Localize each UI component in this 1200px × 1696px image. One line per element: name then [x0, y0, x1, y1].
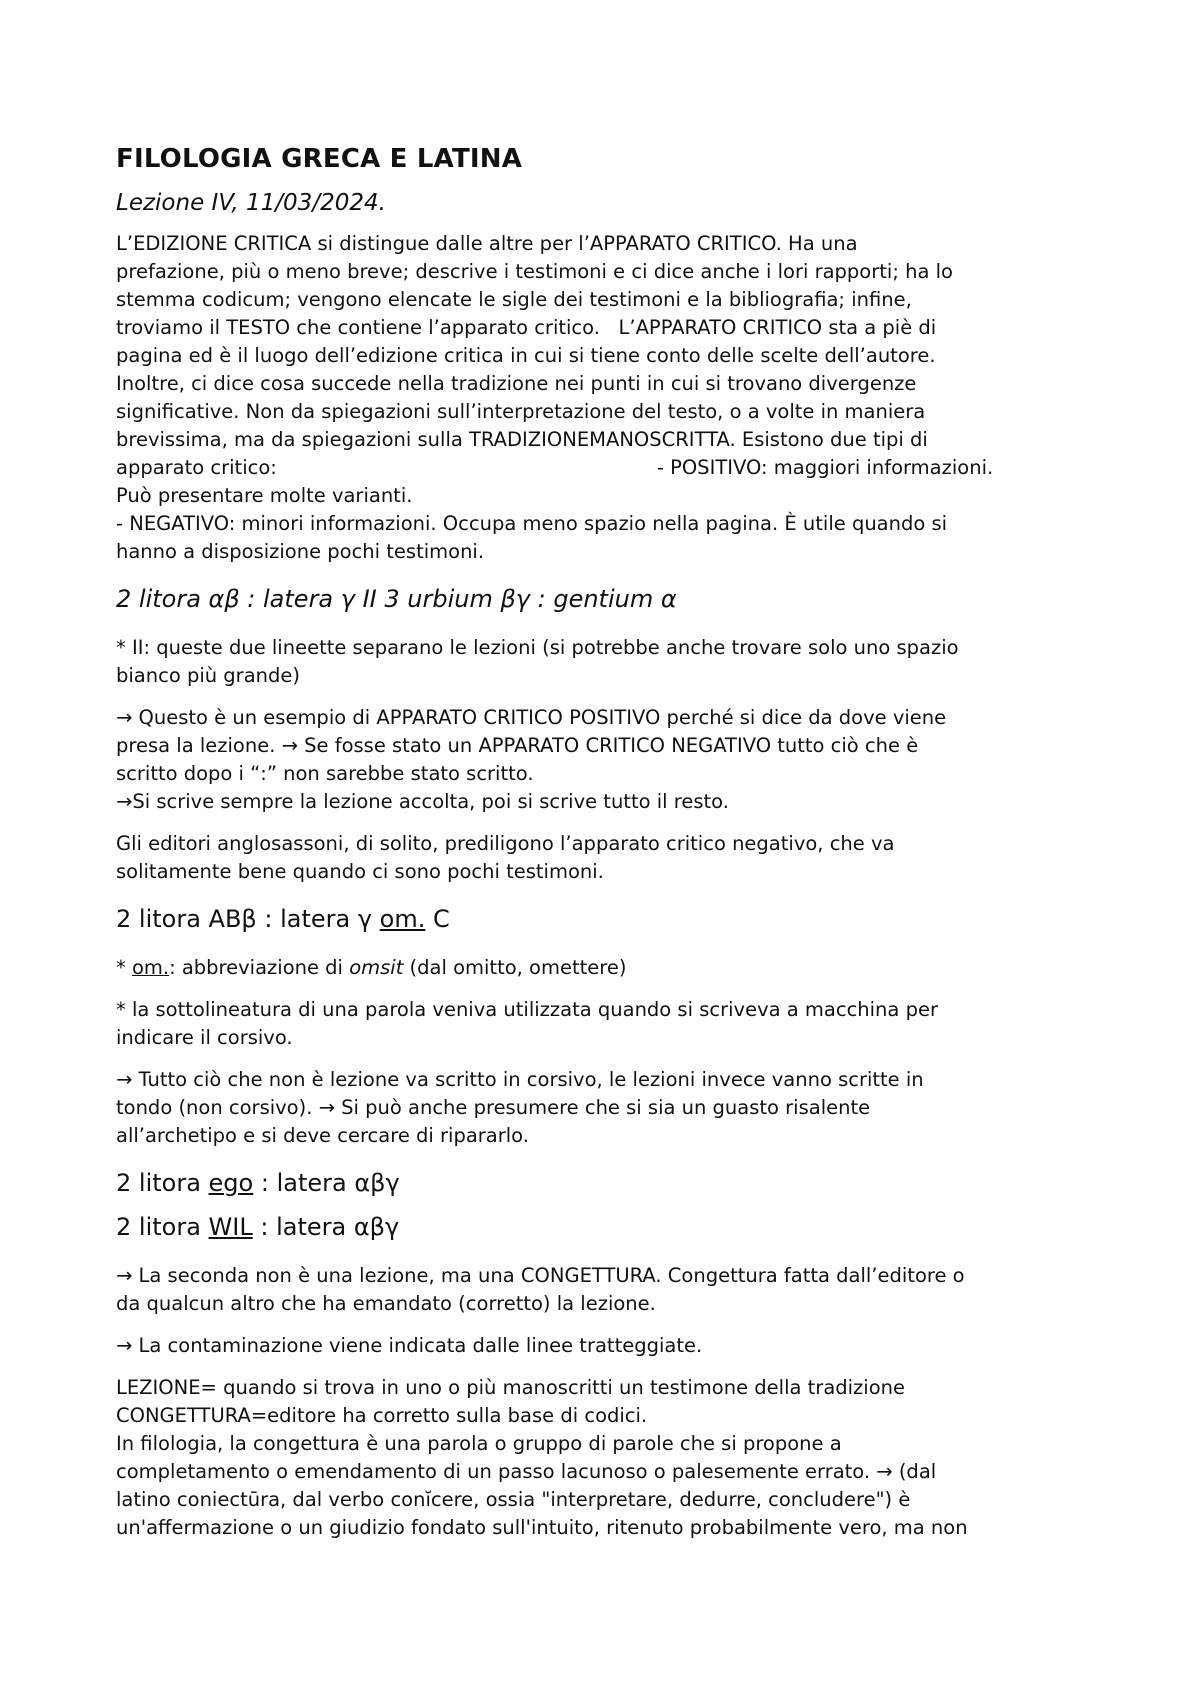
apparatus-example-2	[116, 904, 1096, 934]
note-underlined: om.	[131, 956, 170, 979]
arrow-paragraph-contamination	[116, 1332, 1096, 1360]
text-line: * la sottolineatura di una parola veniva utilizzata quando si scriveva a macchina per	[116, 998, 938, 1021]
text-line: stemma codicum; vengono elencate le sigle dei testimoni e la bibliografia; infine,	[116, 288, 912, 311]
definitions-paragraph	[116, 1374, 1096, 1542]
text-line: Può presentare molte varianti.	[116, 484, 413, 507]
note-star: *	[116, 956, 132, 979]
formula-underlined: WIL	[208, 1213, 253, 1241]
intro-paragraph	[116, 230, 1096, 566]
note-om	[116, 954, 1096, 982]
document-title: FILOLOGIA GRECA E LATINA	[116, 144, 523, 174]
text-line: Inoltre, ci dice cosa succede nella tradizione nei punti in cui si trovano divergenze	[116, 372, 917, 395]
note-text: (dal omitto, omettere)	[403, 956, 627, 979]
text-line: pagina ed è il luogo dell’edizione critica in cui si tiene conto delle scelte dell’autore.	[116, 344, 936, 367]
text-line: troviamo il TESTO che contiene l’apparato critico. L’APPARATO CRITICO sta a piè di	[116, 316, 937, 339]
text-line: → La contaminazione viene indicata dalle linee tratteggiate.	[116, 1334, 703, 1357]
text-line: In filologia, la congettura è una parola o gruppo di parole che si propone a	[116, 1432, 842, 1455]
text-line: →Si scrive sempre la lezione accolta, poi si scrive tutto il resto.	[116, 790, 729, 813]
text-line: → La seconda non è una lezione, ma una CONGETTURA. Congettura fatta dall’editore o	[116, 1264, 965, 1287]
formula-underlined: om.	[379, 905, 426, 933]
text-line: presa la lezione. → Se fosse stato un APPARATO CRITICO NEGATIVO tutto ciò che è	[116, 734, 919, 757]
formula-text: 2 litora	[116, 1169, 209, 1197]
formula-underlined: ego	[208, 1169, 254, 1197]
lesson-heading: Lezione IV, 11/03/2024.	[116, 190, 386, 216]
text-line: hanno a disposizione pochi testimoni.	[116, 540, 485, 563]
text-line: LEZIONE= quando si trova in uno o più manoscritti un testimone della tradizione	[116, 1376, 905, 1399]
text-line	[116, 454, 1096, 482]
apparatus-example-1: 2 litora αβ : latera γ II 3 urbium βγ : gentium α	[116, 585, 677, 613]
text-line: scritto dopo i “:” non sarebbe stato scritto.	[116, 762, 534, 785]
text-line: da qualcun altro che ha emandato (corretto) la lezione.	[116, 1292, 656, 1315]
text-line: latino coniectūra, dal verbo conĭcere, ossia "interpretare, dedurre, concludere") è	[116, 1488, 911, 1511]
text-line: indicare il corsivo.	[116, 1026, 293, 1049]
formula-text: 2 litora ABβ : latera γ	[116, 905, 380, 933]
document-page	[116, 136, 1096, 1556]
text-line: solitamente bene quando ci sono pochi testimoni.	[116, 860, 604, 883]
note-separator	[116, 634, 1096, 690]
text-line: * II: queste due lineette separano le lezioni (si potrebbe anche trovare solo uno spazio	[116, 636, 959, 659]
formula-text: : latera αβγ	[252, 1213, 400, 1241]
text-line: - NEGATIVO: minori informazioni. Occupa meno spazio nella pagina. È utile quando si	[116, 512, 948, 535]
positive-label: - POSITIVO: maggiori informazioni.	[656, 456, 994, 479]
text-line: completamento o emendamento di un passo lacunoso o palesemente errato. → (dal	[116, 1460, 937, 1483]
text-line: Gli editori anglosassoni, di solito, prediligono l’apparato critico negativo, che va	[116, 832, 895, 855]
text-line: tondo (non corsivo). → Si può anche presumere che si sia un guasto risalente	[116, 1096, 871, 1119]
text-line: all’archetipo e si deve cercare di ripararlo.	[116, 1124, 529, 1147]
apparatus-label: apparato critico:	[116, 456, 277, 479]
text-line: L’EDIZIONE CRITICA si distingue dalle altre per l’APPARATO CRITICO. Ha una	[116, 232, 858, 255]
text-line: → Tutto ciò che non è lezione va scritto in corsivo, le lezioni invece vanno scritte in	[116, 1068, 924, 1091]
text-line: un'affermazione o un giudizio fondato sull'intuito, ritenuto probabilmente vero, ma non	[116, 1516, 968, 1539]
note-underline	[116, 996, 1096, 1052]
text-line: significative. Non da spiegazioni sull’interpretazione del testo, o a volte in maniera	[116, 400, 926, 423]
editors-paragraph	[116, 830, 1096, 886]
formula-text: C	[425, 905, 450, 933]
text-line: → Questo è un esempio di APPARATO CRITICO POSITIVO perché si dice da dove viene	[116, 706, 947, 729]
note-text: : abbreviazione di	[169, 956, 350, 979]
text-line: bianco più grande)	[116, 664, 300, 687]
formula-text: : latera αβγ	[253, 1169, 400, 1197]
arrow-paragraph-conjecture	[116, 1262, 1096, 1318]
note-italic: omsit	[349, 956, 404, 979]
apparatus-example-4	[116, 1212, 1096, 1242]
arrow-paragraph-italic	[116, 1066, 1096, 1150]
arrow-paragraph-positive	[116, 704, 1096, 816]
apparatus-example-3	[116, 1168, 1096, 1198]
formula-text: 2 litora	[116, 1213, 209, 1241]
text-line: CONGETTURA=editore ha corretto sulla base di codici.	[116, 1404, 648, 1427]
text-line: prefazione, più o meno breve; descrive i testimoni e ci dice anche i lori rapporti; ha lo	[116, 260, 953, 283]
text-line: brevissima, ma da spiegazioni sulla TRADIZIONEMANOSCRITTA. Esistono due tipi di	[116, 428, 928, 451]
